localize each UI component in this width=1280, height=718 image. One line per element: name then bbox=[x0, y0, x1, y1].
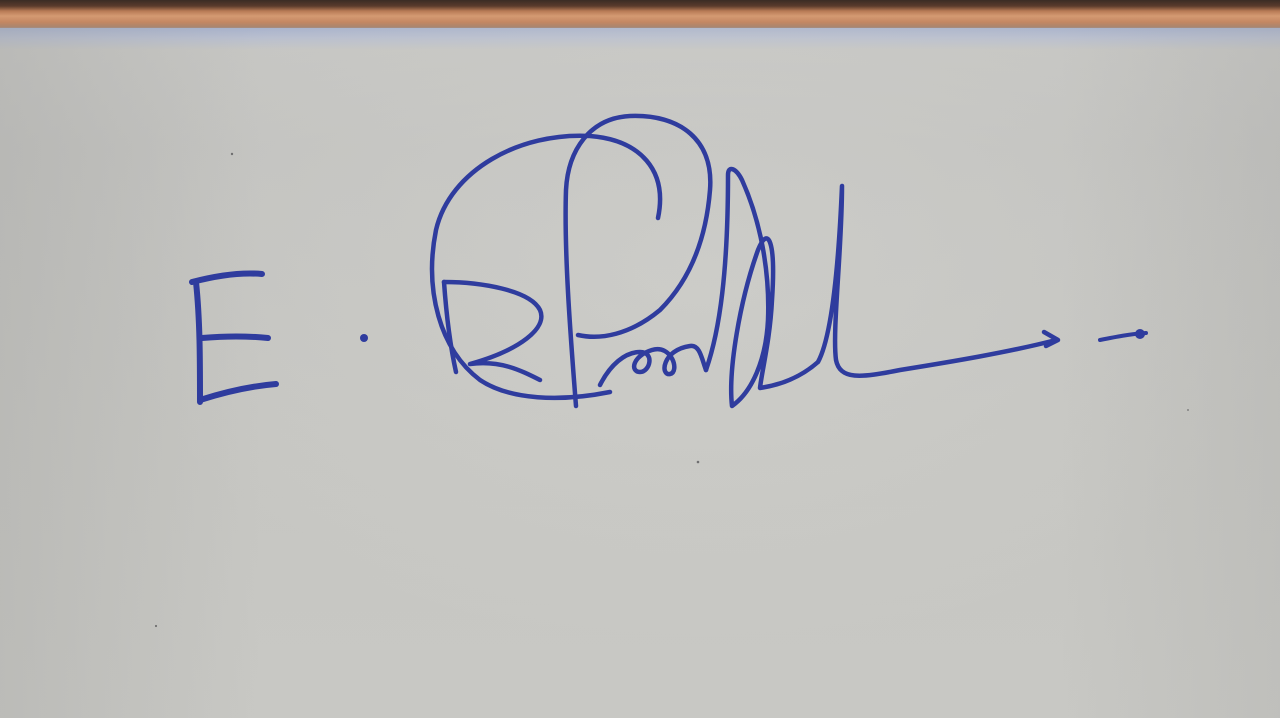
paper-specks bbox=[155, 153, 1189, 627]
signature-initial-e bbox=[192, 273, 276, 402]
signature-dot-1 bbox=[360, 334, 368, 342]
signature-flourish bbox=[432, 116, 1058, 406]
signature-dot-2 bbox=[1135, 329, 1145, 339]
